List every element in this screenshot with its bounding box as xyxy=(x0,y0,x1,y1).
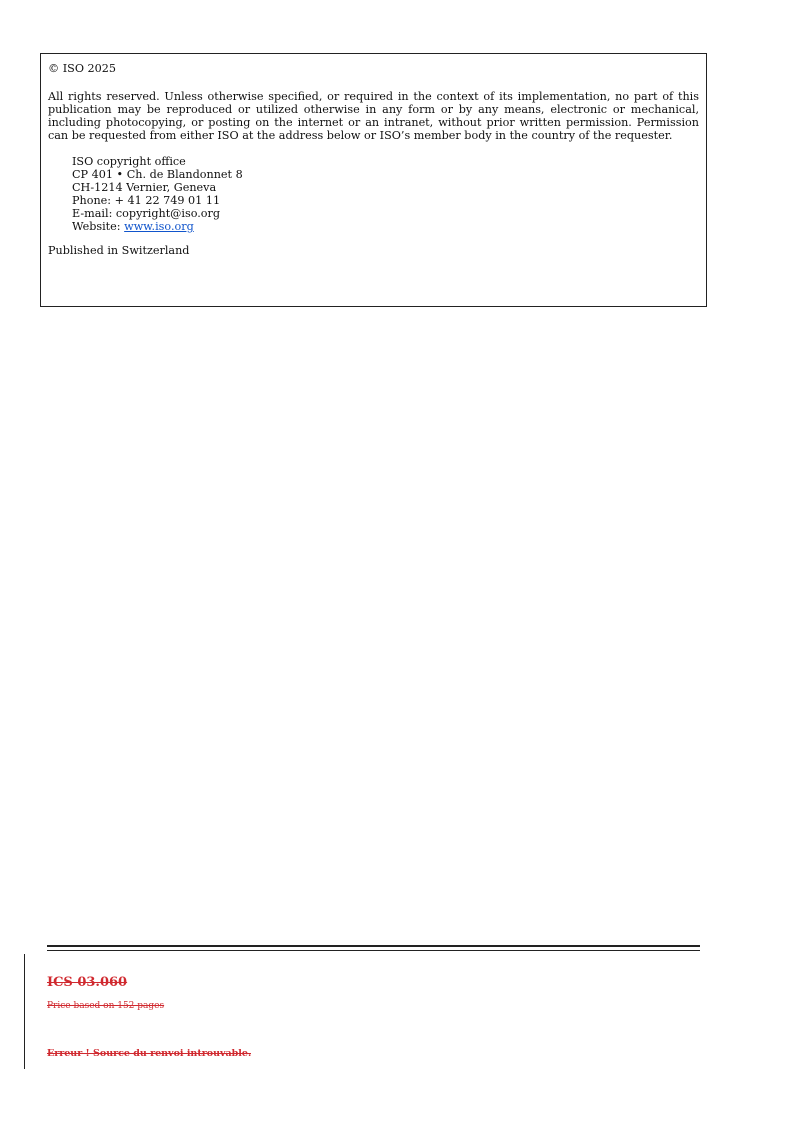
footer-divider-thick xyxy=(47,945,700,947)
address-line-2: CH-1214 Vernier, Geneva xyxy=(72,181,217,194)
published-location: Published in Switzerland xyxy=(48,244,190,257)
phone-line: Phone: + 41 22 749 01 11 xyxy=(72,194,221,207)
website-line xyxy=(72,220,699,233)
rights-statement: All rights reserved. Unless otherwise specified, or required in the context of its implementation, no part of this publication may be reproduced or utilized otherwise in any form or by any means, electronic or mechanical, including photocopying, or posting on the internet or an intranet, without prior written permission. Permission can be requested from either ISO at the address below or ISO’s member body in the country of the requester. xyxy=(48,90,699,142)
copyright-office-address xyxy=(48,155,699,233)
office-name: ISO copyright office xyxy=(72,155,186,168)
copyright-line: © ISO 2025 xyxy=(48,62,117,75)
website-link[interactable]: www.iso.org xyxy=(124,220,194,233)
price-note: Price based on 152 pages xyxy=(47,1001,165,1011)
website-label: Website: xyxy=(72,220,125,233)
revision-change-bar xyxy=(24,954,25,1069)
ics-code: ICS 03.060 xyxy=(47,975,128,990)
footer-divider-thin xyxy=(47,950,700,951)
copyright-notice-box xyxy=(40,53,707,307)
email-line: E-mail: copyright@iso.org xyxy=(72,207,221,220)
address-line-1: CP 401 • Ch. de Blandonnet 8 xyxy=(72,168,243,181)
reference-error: Erreur ! Source du renvoi introuvable. xyxy=(47,1048,252,1058)
